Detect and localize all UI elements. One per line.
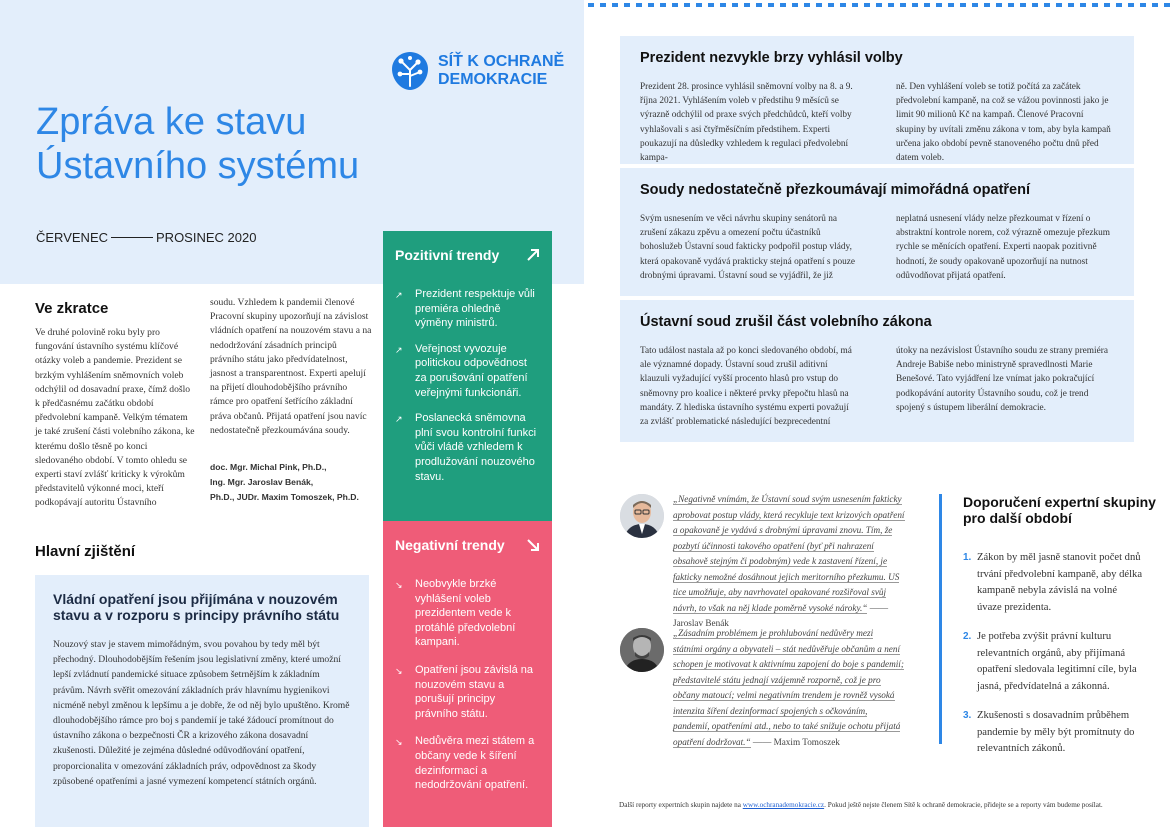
- small-arrow-up-icon: ↗: [395, 414, 403, 425]
- summary-text-col1: Ve druhé polovině roku byly pro fungování ústavního systému klíčové otázky voleb a pandemie. Prezident se brzkým vyhlášením sněmovních voleb odchýlil od dosavadní praxe, čímž došlo k předčasnému začátku období předvolební kampaně. Velkým tématem je také zrušení části volebního zákona, ke kterému došlo těsně po konci sledovaného období. V tomto ohledu se experti staví zvlášť kriticky k výrokům představitelů výkonné moci, kteří podkopávají autoritu Ústavního: [35, 327, 195, 509]
- recommendations-accent-bar: [939, 494, 942, 744]
- section-text-col1: Prezident 28. prosince vyhlásil sněmovní volby na 8. a 9. října 2021. Vyhlášením voleb v předstihu 9 měsíců se výrazně odchýlil od praxe svých předchůdců, kteří volby vyhlašovali s asi čtyřměsíčním předstihem. Experti poukazují na důsledky vzhledem k regulaci předvolební kampa-: [640, 82, 853, 164]
- quote-author: —— Maxim Tomoszek: [752, 736, 840, 747]
- section-text-col2: neplatná usnesení vlády nelze přezkoumat v řízení o abstraktní kontrole norem, což výrazně omezuje přezkum rychle se měnících opatření. Experti naopak pozitivně hodnotí, že soudy opakovaně upozorňují na nutnost odůvodňovat přijatá opatření.: [896, 214, 1111, 281]
- list-item-text: Poslanecká sněmovna plní svou kontrolní funkci vůči vládě vzhledem k prodlužování nouzového stavu.: [415, 412, 537, 483]
- findings-box: [35, 575, 369, 827]
- title-line1: Zpráva ke stavu: [36, 101, 307, 143]
- logo-line1: SÍŤ K OCHRANĚ: [438, 53, 565, 70]
- positive-trends-list: [395, 287, 540, 484]
- negative-trends-box: [383, 521, 552, 827]
- section-title: Soudy nedostatečně přezkoumávají mimořádná opatření: [640, 182, 1030, 198]
- positive-trends-box: [383, 231, 552, 521]
- findings-box-title: Vládní opatření jsou přijímána v nouzovém stavu a v rozporu s principy právního státu: [53, 591, 340, 623]
- section-text-col2: ně. Den vyhlášení voleb se totiž počítá za začátek předvolební kampaně, na což se vážou povinnosti jako je limit 90 milionů Kč na kampaň. Členové Pracovní skupiny by uvítali změnu zákona v tom, aby byla kampaň určena jako období pevně stanoveného počtu dnů před datem voleb.: [896, 82, 1111, 164]
- period-dash: [111, 237, 153, 238]
- item-number: 3.: [963, 710, 972, 721]
- item-number: 1.: [963, 552, 972, 563]
- quote-text: „Zásadním problémem je prohlubování nedůvěry mezi státními orgány a obyvateli – stát nedůvěřuje občanům a není schopen je motivovat k aktivnímu zapojení do boje s pandemií; představitelé státu jednají vzájemně rozporně, což je pro občany matoucí; velmi negativním trendem je rovněž vysoká intenzita šíření dezinformací spojených s očkováním, pandemií, opatřeními atd., nebo to také snižuje ochotu přijatá opatření dodržovat.“: [673, 628, 904, 747]
- section-columns: [640, 80, 1114, 165]
- recommendations-title: Doporučení expertní skupiny pro další období: [963, 494, 1156, 526]
- negative-trends-list: [395, 577, 540, 793]
- network-tree-icon: [390, 50, 430, 92]
- top-dotted-border: [584, 0, 1170, 14]
- quote-author: —— Jaroslav Benák: [673, 602, 889, 628]
- findings-box-text: Nouzový stav je stavem mimořádným, svou povahou by tedy měl být přechodný. Dlouhodobějším řešením jsou legislativní změny, které umožní lepší zvládnutí pandemické situace způsobem šetrnějším k základním právům. Návrh svěřit omezování základních práv hlavnímu hygienikovi nicméně nebyl změnou k lepšímu a je dobře, že od něj bylo upuštěno. Kromě dlouhodobějšího rámce pro boj s pandemií je také žádoucí promítnout do ústavního zákona o bezpečnosti ČR a krizového zákona dosavadní zkušenosti. Důležité je zejména důsledné odůvodňování opatření, proporcionalita v omezování základních práv, odpovědnost za škody způsobené opatřeními a jasné vymezení kompetencí státních orgánů.: [53, 639, 350, 787]
- footer-text-pre: Další reporty expertních skupin najdete na: [619, 801, 743, 809]
- author-line: Ing. Mgr. Jaroslav Benák,: [210, 477, 314, 487]
- findings-title: Hlavní zjištění: [35, 543, 136, 560]
- summary-title: Ve zkratce: [35, 300, 109, 317]
- title-line2: Ústavního systému: [36, 145, 360, 187]
- section-text-col1: Svým usnesením ve věci návrhu skupiny senátorů na zrušení zákazu zpěvu a omezení počtu účastníků bohoslužeb Ústavní soud fakticky podpořil postup vlády, která opakovaně vydává prakticky stejná opatření s pouze drobnými úpravami. Ústavní soud se vyjádřil, že již: [640, 214, 856, 281]
- footer-link[interactable]: www.ochranademokracie.cz: [742, 801, 825, 809]
- author-line: Ph.D., JUDr. Maxim Tomoszek, Ph.D.: [210, 492, 359, 502]
- logo-line2: DEMOKRACIE: [438, 71, 548, 88]
- period: [36, 230, 256, 245]
- list-item-text: Nedůvěra mezi státem a občany vede k šíření dezinformací a nedodržování opatření.: [415, 735, 535, 792]
- summary-text-col2: soudu. Vzhledem k pandemii členové Pracovní skupiny upozorňují na závislost vládních opatření na nouzovém stavu a na nedodržování zásadních principů právního státu jako předvídatelnost, jasnost a transparentnost. Experti apelují na přijetí dlouhodobějšího právního rámce pro opatření šetřícího základní práva občanů. Přijatá opatření jsou navíc nedostatečně přezkoumávána soudy.: [210, 297, 372, 436]
- list-item: [395, 577, 540, 650]
- recommendations-list: [963, 550, 1143, 771]
- section-text-col2: útoky na nezávislost Ústavního soudu ze strany premiéra Andreje Babiše nebo ministryně spravedlnosti Marie Benešové. Tato vyjádření lze vnímat jako pokračující podkopávání autority Ústavního soudu, což je trend spojený s ústupem liberální demokracie.: [896, 346, 1108, 413]
- author-line: doc. Mgr. Michal Pink, Ph.D.,: [210, 462, 327, 472]
- list-item: [963, 708, 1143, 758]
- positive-trends-header: [395, 247, 540, 263]
- list-item: [395, 411, 540, 484]
- section-columns: [640, 344, 1114, 429]
- section-president-elections: [620, 36, 1134, 164]
- footer-text-post: . Pokud ještě nejste členem Sítě k ochraně demokracie, přidejte se a reporty vám budeme posílat.: [824, 801, 1103, 809]
- quote-tomoszek: [673, 626, 905, 750]
- negative-trends-title: Negativní trendy: [395, 537, 505, 553]
- small-arrow-down-icon: ↘: [395, 580, 403, 590]
- item-text: Je potřeba zvýšit právní kulturu relevantních orgánů, aby přijímaná opatření sledovala legitimní cíle, byla jasná, předvídatelná a zákonná.: [977, 631, 1137, 692]
- list-item: [963, 629, 1143, 695]
- list-item: [395, 663, 540, 721]
- list-item-text: Veřejnost vyvozuje politickou odpovědnost za porušování opatření veřejnými funkcionáři.: [415, 342, 528, 399]
- quote-text: „Negativně vnímám, že Ústavní soud svým usnesením fakticky aprobovat postup vlády, která recykluje text krizových opatření a opakovaně je vydává s drobnými úpravami znovu. Tím, že pozbytí účinnosti takového opatření (byť při nahrazení obsahově stejným či podobným) vede k zastavení řízení, je fakticky nemožné dosáhnout jejich meritorního přezkumu. US tice umožňuje, aby navrhovatel opakované rozšiřoval svůj návrh, to však na něj klade poměrně vysoké nároky.“: [673, 494, 905, 613]
- positive-trends-title: Pozitivní trendy: [395, 247, 500, 263]
- list-item: [963, 550, 1143, 616]
- section-constitutional-court: [620, 300, 1134, 442]
- item-number: 2.: [963, 631, 972, 642]
- period-from: ČERVENEC: [36, 230, 109, 245]
- period-to: PROSINEC 2020: [156, 230, 257, 245]
- small-arrow-up-icon: ↗: [395, 344, 403, 355]
- item-text: Zkušenosti s dosavadním průběhem pandemie by měly být promítnuty do relevantních zákonů.: [977, 710, 1135, 754]
- list-item: [395, 287, 540, 331]
- quote-benak: [673, 492, 905, 632]
- list-item-text: Neobvykle brzké vyhlášení voleb prezidentem vede k protáhlé předvolební kampani.: [415, 578, 516, 649]
- avatar-benak: [620, 494, 664, 538]
- footer: [619, 801, 1103, 809]
- avatar-tomoszek: [620, 628, 664, 672]
- logo: [390, 50, 564, 92]
- section-title: Ústavní soud zrušil část volebního zákona: [640, 314, 932, 330]
- item-text: Zákon by měl jasně stanovit počet dnů trvání předvolební kampaně, aby délka kampaně nebyla závislá na volné úvaze prezidenta.: [977, 552, 1143, 613]
- list-item: [395, 342, 540, 400]
- section-columns: [640, 212, 1114, 283]
- list-item-text: Opatření jsou závislá na nouzovém stavu a porušují principy právního státu.: [415, 663, 534, 720]
- small-arrow-up-icon: ↗: [395, 290, 403, 300]
- section-text-col1: Tato událost nastala až po konci sledovaného období, má ale významné dopady. Ústavní soud zrušil aditivní klauzuli vyžadující vyšší procento hlasů pro vstup do sněmovny pro koalice i některé prvky přepočtu hlasů na mandáty. Z hlediska ústavního systému experti považují za zvlášť problematické následující bezprecedentní: [640, 346, 852, 428]
- logo-text: [438, 53, 564, 89]
- arrow-down-right-icon: [526, 538, 540, 552]
- small-arrow-down-icon: ↘: [395, 737, 403, 748]
- arrow-up-right-icon: [526, 248, 540, 262]
- section-title: Prezident nezvykle brzy vyhlásil volby: [640, 50, 903, 66]
- authors: [210, 460, 380, 505]
- list-item-text: Prezident respektuje vůli premiéra ohledně výměny ministrů.: [415, 288, 535, 330]
- list-item: [395, 734, 540, 792]
- negative-trends-header: [395, 537, 540, 553]
- small-arrow-down-icon: ↘: [395, 665, 403, 676]
- page-title: [36, 100, 359, 188]
- section-courts-review: [620, 168, 1134, 296]
